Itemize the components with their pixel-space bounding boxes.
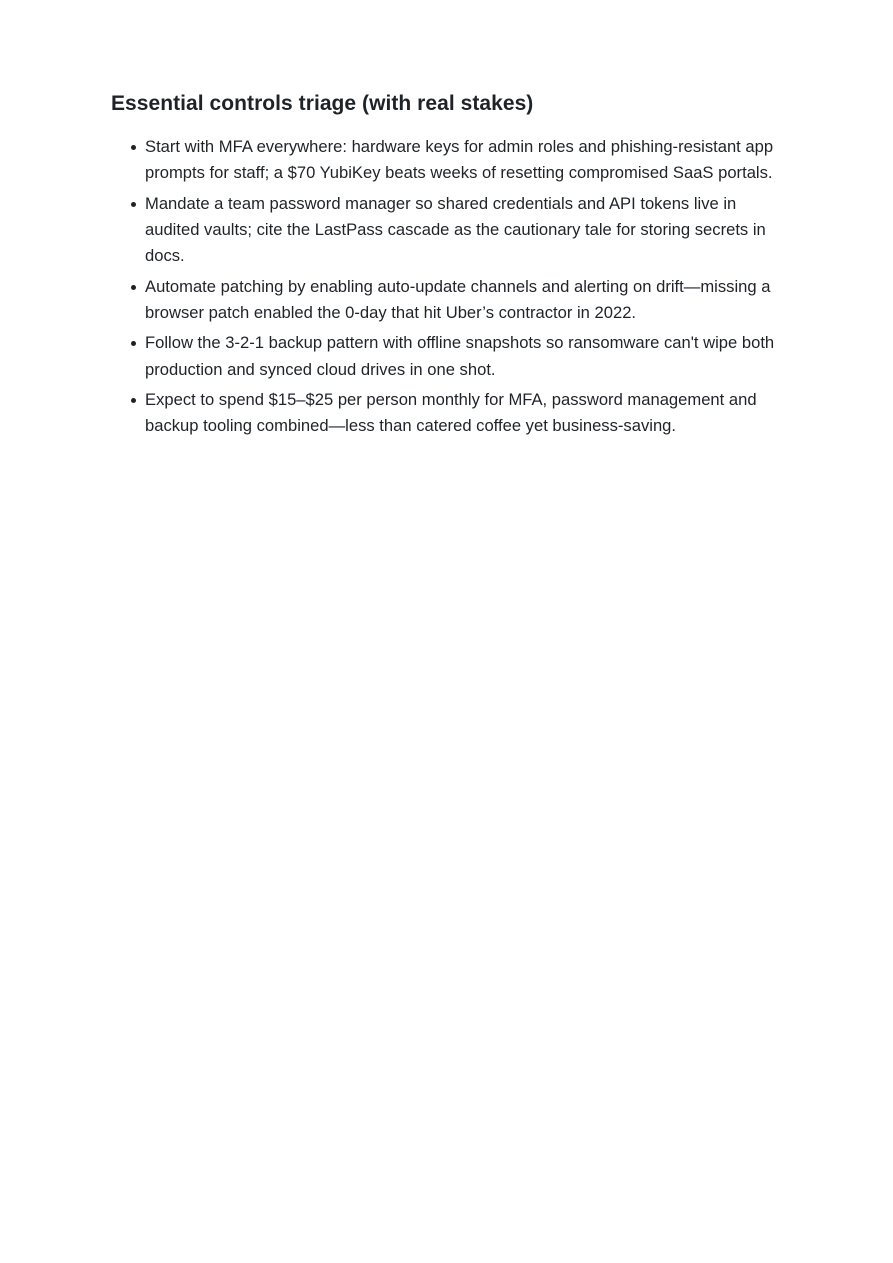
list-item-text: Expect to spend $15–$25 per person monthly for MFA, password management and backup tooling combined—less than catered coffee yet business-saving. <box>145 390 757 436</box>
bullet-icon <box>131 145 136 150</box>
list-item <box>111 274 786 326</box>
list-item <box>111 191 786 270</box>
list-item <box>111 387 786 439</box>
list-item-text: Mandate a team password manager so shared credentials and API tokens live in audited vaults; cite the LastPass cascade as the cautionary tale for storing secrets in docs. <box>145 193 766 266</box>
list-item-text: Automate patching by enabling auto-update channels and alerting on drift—missing a browser patch enabled the 0-day that hit Uber’s contractor in 2022. <box>145 276 771 322</box>
bullet-icon <box>131 285 136 290</box>
list-item <box>111 330 786 382</box>
bullet-list <box>111 134 786 439</box>
document-body <box>111 88 786 444</box>
list-item <box>111 134 786 186</box>
bullet-icon <box>131 398 136 403</box>
list-item-text: Follow the 3-2-1 backup pattern with offline snapshots so ransomware can't wipe both production and synced cloud drives in one shot. <box>145 333 775 379</box>
list-item-text: Start with MFA everywhere: hardware keys for admin roles and phishing-resistant app prompts for staff; a $70 YubiKey beats weeks of resetting compromised SaaS portals. <box>145 137 774 183</box>
section-heading: Essential controls triage (with real stakes) <box>111 92 534 115</box>
bullet-icon <box>131 341 136 346</box>
bullet-icon <box>131 202 136 207</box>
